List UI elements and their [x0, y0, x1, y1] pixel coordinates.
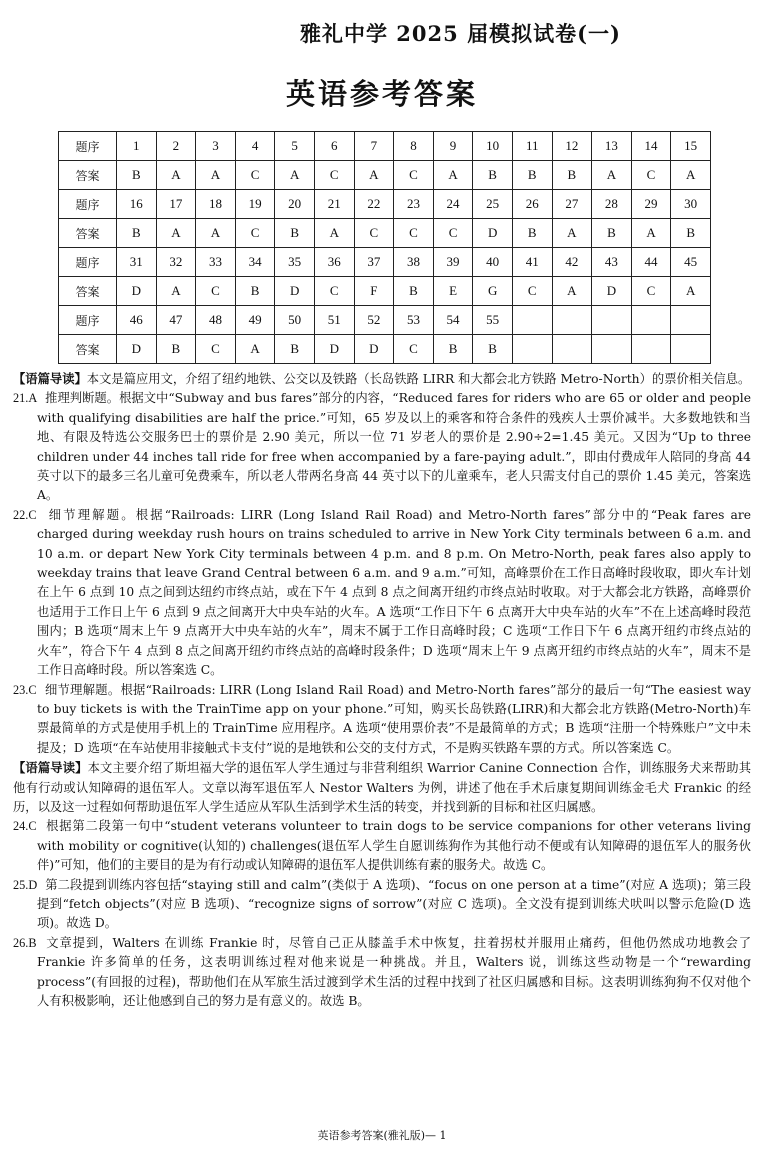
- answer-cell: B: [156, 335, 196, 364]
- answer-cell: D: [473, 219, 513, 248]
- answer-cell: B: [473, 161, 513, 190]
- question-number-cell: 3: [196, 132, 236, 161]
- answer-cell: A: [631, 219, 671, 248]
- question-number-cell: 13: [592, 132, 632, 161]
- guide-tag: 【语篇导读】: [13, 371, 87, 386]
- answer-cell: D: [117, 277, 157, 306]
- explanations: [13, 369, 751, 1011]
- question-number: 21.A: [13, 391, 38, 406]
- question-number-cell: 1: [117, 132, 157, 161]
- question-number-cell: 16: [117, 190, 157, 219]
- answer-cell: B: [512, 219, 552, 248]
- question-number-cell: 9: [433, 132, 473, 161]
- answer-cell: C: [512, 277, 552, 306]
- row-label-answer: 答案: [59, 335, 117, 364]
- answer-cell: C: [354, 219, 394, 248]
- explanation-q22: [13, 506, 751, 681]
- answer-cell: C: [631, 277, 671, 306]
- answer-cell: D: [354, 335, 394, 364]
- answer-cell: B: [117, 161, 157, 190]
- question-number-cell: 41: [512, 248, 552, 277]
- question-number-row: [59, 248, 711, 277]
- answer-cell: F: [354, 277, 394, 306]
- answer-row: [59, 335, 711, 364]
- page-footer: 英语参考答案(雅礼版)— 1: [317, 1129, 447, 1142]
- question-number-cell: 12: [552, 132, 592, 161]
- explanation-text: 文章提到，Walters 在训练 Frankie 时，尽管自己正从膝盖手术中恢复，拄着拐杖并服用止痛药，但他仍然成功地教会了 Frankie 许多简单的任务，这表明训练过程对他来说是一种挑战。并且，Walters 说，训练这些动物是一个“rewarding process”(有回报的过程)，帮助他们在从军旅生活过渡到学术生活的过程中找到了社区归属感和目标。这表明训练狗狗不仅对他个人有积极影响，还让他感到自己的努力是有意义的。故选 B。: [37, 935, 751, 1008]
- question-number-cell: 25: [473, 190, 513, 219]
- passage-guide-1: [13, 369, 751, 389]
- question-number-cell: 22: [354, 190, 394, 219]
- question-number: 25.D: [13, 877, 38, 892]
- row-label-question: 题序: [59, 248, 117, 277]
- answer-cell: A: [235, 335, 275, 364]
- answer-cell: A: [156, 161, 196, 190]
- question-number: 26.B: [13, 935, 37, 950]
- question-number-cell: 11: [512, 132, 552, 161]
- question-number-cell: 6: [314, 132, 354, 161]
- question-number-cell: 10: [473, 132, 513, 161]
- question-number-cell: 44: [631, 248, 671, 277]
- answer-cell: C: [196, 277, 236, 306]
- question-number-cell: 38: [394, 248, 434, 277]
- answer-cell: C: [235, 161, 275, 190]
- answer-cell: [552, 335, 592, 364]
- answer-row: [59, 161, 711, 190]
- question-number-cell: 5: [275, 132, 315, 161]
- explanation-text: 细节理解题。根据“Railroads: LIRR (Long Island Rail Road) and Metro-North fares”部分的最后一句“The easiest way to buy tickets is with the TrainTime app on your phone.”可知，购买长岛铁路(LIRR)和大都会北方铁路(Metro-North)车票最简单的方式是使用手机上的 TrainTime 应用程序。A 选项“使用票价表”不是最简单的方式；B 选项“注册一个特殊账户”文中未提及；D 选项“在车站使用非接触式卡支付”说的是地铁和公交的支付方式，不是购买铁路车票的方式。所以答案选 C。: [37, 682, 751, 755]
- explanation-text: 细节理解题。根据“Railroads: LIRR (Long Island Rail Road) and Metro-North fares”部分中的“Peak fares are charged during weekday rush hours on trains scheduled to arrive in New York City terminals between 6 a.m. and 10 a.m. or depart New York City terminals between 4 p.m. and 8 p.m. On Metro-North, peak fares also apply to weekday trains that leave Grand Central between 6 a.m. and 9 a.m.”可知，高峰票价在工作日高峰时段收取，即火车计划在上午 6 点到 10 点之间到达纽约市终点站，或在下午 4 点到 8 点之间离开纽约市终点站时收取。对于大都会北方铁路，高峰票价也适用于工作日上午 6 点到 9 点之间离开大中央车站的火车。A 选项“工作日下午 6 点离开大中央车站的火车”不在上述高峰时段范围内；B 选项“周末上午 9 点离开大中央车站的火车”，周末不属于工作日高峰时段；C 选项“工作日下午 6 点离开纽约市终点站的火车”，符合下午 4 点到 8 点之间离开纽约市终点站的高峰时段条件；D 选项“周末上午 9 点离开纽约市终点站的火车”，周末不是工作日高峰时段。所以答案选 C。: [37, 507, 752, 678]
- answer-cell: A: [592, 161, 632, 190]
- answer-cell: [592, 335, 632, 364]
- guide-text: 本文主要介绍了斯坦福大学的退伍军人学生通过与非营利组织 Warrior Canine Connection 合作，训练服务犬来帮助其他有行动或认知障碍的退伍军人。文章以海军退伍军人 Nestor Walters 为例，讲述了他在手术后康复期间训练金毛犬 Frankic 的经历，以及这一过程如何帮助退伍军人学生适应从军队生活到学术生活的转变，并找到新的目标和社区归属感。: [13, 761, 751, 814]
- question-number-cell: 30: [671, 190, 711, 219]
- answer-cell: C: [631, 161, 671, 190]
- question-number: 24.C: [13, 819, 37, 834]
- answer-cell: [631, 335, 671, 364]
- question-number-cell: 55: [473, 306, 513, 335]
- answer-cell: [671, 335, 711, 364]
- question-number-cell: 48: [196, 306, 236, 335]
- explanation-q21: [13, 389, 751, 505]
- answer-cell: B: [117, 219, 157, 248]
- answer-cell: B: [394, 277, 434, 306]
- question-number-cell: 35: [275, 248, 315, 277]
- explanation-q26: [13, 934, 751, 1012]
- answer-cell: C: [314, 161, 354, 190]
- answer-cell: A: [156, 277, 196, 306]
- question-number-cell: 39: [433, 248, 473, 277]
- question-number-cell: 47: [156, 306, 196, 335]
- question-number-cell: [592, 306, 632, 335]
- answer-cell: G: [473, 277, 513, 306]
- question-number-cell: 18: [196, 190, 236, 219]
- question-number-cell: 42: [552, 248, 592, 277]
- question-number-cell: 45: [671, 248, 711, 277]
- question-number-cell: 14: [631, 132, 671, 161]
- question-number-cell: 28: [592, 190, 632, 219]
- answer-cell: B: [473, 335, 513, 364]
- question-number-row: [59, 306, 711, 335]
- question-number-cell: 53: [394, 306, 434, 335]
- answer-cell: B: [433, 335, 473, 364]
- question-number-cell: 52: [354, 306, 394, 335]
- question-number-cell: 26: [512, 190, 552, 219]
- answer-cell: B: [552, 161, 592, 190]
- question-number-cell: 33: [196, 248, 236, 277]
- answer-cell: B: [275, 219, 315, 248]
- explanation-text: 根据第二段第一句中“student veterans volunteer to train dogs to be service companions for other veterans living with mobility or cognitive(认知的) challenges(退伍军人学生自愿训练狗作为其他行动不便或有认知障碍的退伍军人的服务伙伴)”可知，他们的主要目的是为有行动或认知障碍的退伍军人提供训练有素的服务犬。故选 C。: [37, 819, 751, 873]
- question-number-cell: 29: [631, 190, 671, 219]
- question-number-cell: 24: [433, 190, 473, 219]
- answer-cell: B: [512, 161, 552, 190]
- answer-cell: D: [592, 277, 632, 306]
- explanation-q24: [13, 817, 751, 875]
- answer-cell: B: [592, 219, 632, 248]
- answer-cell: A: [354, 161, 394, 190]
- answer-cell: D: [275, 277, 315, 306]
- answer-cell: C: [433, 219, 473, 248]
- question-number-cell: [671, 306, 711, 335]
- question-number-cell: 15: [671, 132, 711, 161]
- question-number-cell: 27: [552, 190, 592, 219]
- answer-cell: A: [552, 219, 592, 248]
- question-number-cell: 36: [314, 248, 354, 277]
- question-number-cell: 7: [354, 132, 394, 161]
- question-number-cell: 49: [235, 306, 275, 335]
- answer-cell: A: [552, 277, 592, 306]
- guide-text: 本文是篇应用文，介绍了纽约地铁、公交以及铁路（长岛铁路 LIRR 和大都会北方铁路 Metro-North）的票价相关信息。: [86, 372, 751, 386]
- question-number-cell: 2: [156, 132, 196, 161]
- answer-cell: A: [671, 161, 711, 190]
- answer-cell: A: [196, 219, 236, 248]
- question-number-cell: [631, 306, 671, 335]
- question-number-cell: 19: [235, 190, 275, 219]
- explanation-text: 第二段提到训练内容包括“staying still and calm”(类似于 A 选项)、“focus on one person at a time”(对应 A 选项)；第三段提到“fetch objects”(对应 B 选项)、“recognize signs of sorrow”(对应 C 选项)。全文没有提到训练犬吠叫以警示危险(D 选项)。故选 D。: [37, 877, 751, 931]
- answer-cell: E: [433, 277, 473, 306]
- answer-cell: C: [394, 335, 434, 364]
- explanation-q23: [13, 681, 751, 759]
- answer-cell: C: [235, 219, 275, 248]
- question-number-cell: 8: [394, 132, 434, 161]
- question-number-cell: 21: [314, 190, 354, 219]
- question-number: 22.C: [13, 507, 37, 522]
- exam-header-title: 雅礼中学 2025 届模拟试卷(一): [300, 21, 621, 46]
- row-label-question: 题序: [59, 132, 117, 161]
- question-number-cell: 37: [354, 248, 394, 277]
- passage-guide-2: [13, 758, 751, 817]
- answer-cell: A: [433, 161, 473, 190]
- question-number-cell: 54: [433, 306, 473, 335]
- question-number-cell: 51: [314, 306, 354, 335]
- answer-row: [59, 277, 711, 306]
- row-label-answer: 答案: [59, 219, 117, 248]
- question-number: 23.C: [13, 682, 37, 697]
- question-number-row: [59, 190, 711, 219]
- question-number-cell: 34: [235, 248, 275, 277]
- question-number-cell: 46: [117, 306, 157, 335]
- answer-table: [58, 131, 711, 364]
- answer-cell: B: [275, 335, 315, 364]
- explanation-text: 推理判断题。根据文中“Subway and bus fares”部分的内容，“Reduced fares for riders who are 65 or older and people with qualifying disabilities are half the price.”可知，65 岁及以上的乘客和符合条件的残疾人士票价减半。大多数地铁和当地、有限及特选公交服务巴士的票价是 2.90 美元，所以一位 71 岁老人的票价是 2.90÷2=1.45 美元。又因为“Up to three children under 44 inches tall ride for free when accompanied by a fare-paying adult.”，即由付费成年人陪同的身高 44 英寸以下的最多三名儿童可免费乘车，所以老人带两名身高 44 英寸以下的儿童乘车，老人只需支付自己的票价 1.45 美元，答案选 A。: [37, 391, 751, 503]
- answer-cell: D: [117, 335, 157, 364]
- question-number-cell: 20: [275, 190, 315, 219]
- question-number-cell: 23: [394, 190, 434, 219]
- question-number-cell: 40: [473, 248, 513, 277]
- row-label-answer: 答案: [59, 161, 117, 190]
- answer-cell: A: [671, 277, 711, 306]
- answer-cell: A: [314, 219, 354, 248]
- question-number-cell: 50: [275, 306, 315, 335]
- row-label-question: 题序: [59, 306, 117, 335]
- question-number-cell: 32: [156, 248, 196, 277]
- row-label-answer: 答案: [59, 277, 117, 306]
- answer-cell: [512, 335, 552, 364]
- question-number-cell: 43: [592, 248, 632, 277]
- question-number-cell: [552, 306, 592, 335]
- answer-cell: A: [196, 161, 236, 190]
- answer-cell: B: [235, 277, 275, 306]
- row-label-question: 题序: [59, 190, 117, 219]
- explanation-q25: [13, 876, 751, 934]
- answer-cell: C: [394, 161, 434, 190]
- question-number-cell: 31: [117, 248, 157, 277]
- guide-tag: 【语篇导读】: [13, 760, 88, 776]
- answer-cell: C: [394, 219, 434, 248]
- question-number-cell: 4: [235, 132, 275, 161]
- answer-cell: A: [156, 219, 196, 248]
- answer-cell: B: [671, 219, 711, 248]
- question-number-row: [59, 132, 711, 161]
- answer-row: [59, 219, 711, 248]
- answer-cell: A: [275, 161, 315, 190]
- page-title: 英语参考答案: [285, 77, 478, 111]
- answer-cell: C: [314, 277, 354, 306]
- question-number-cell: 17: [156, 190, 196, 219]
- answer-cell: C: [196, 335, 236, 364]
- answer-cell: D: [314, 335, 354, 364]
- question-number-cell: [512, 306, 552, 335]
